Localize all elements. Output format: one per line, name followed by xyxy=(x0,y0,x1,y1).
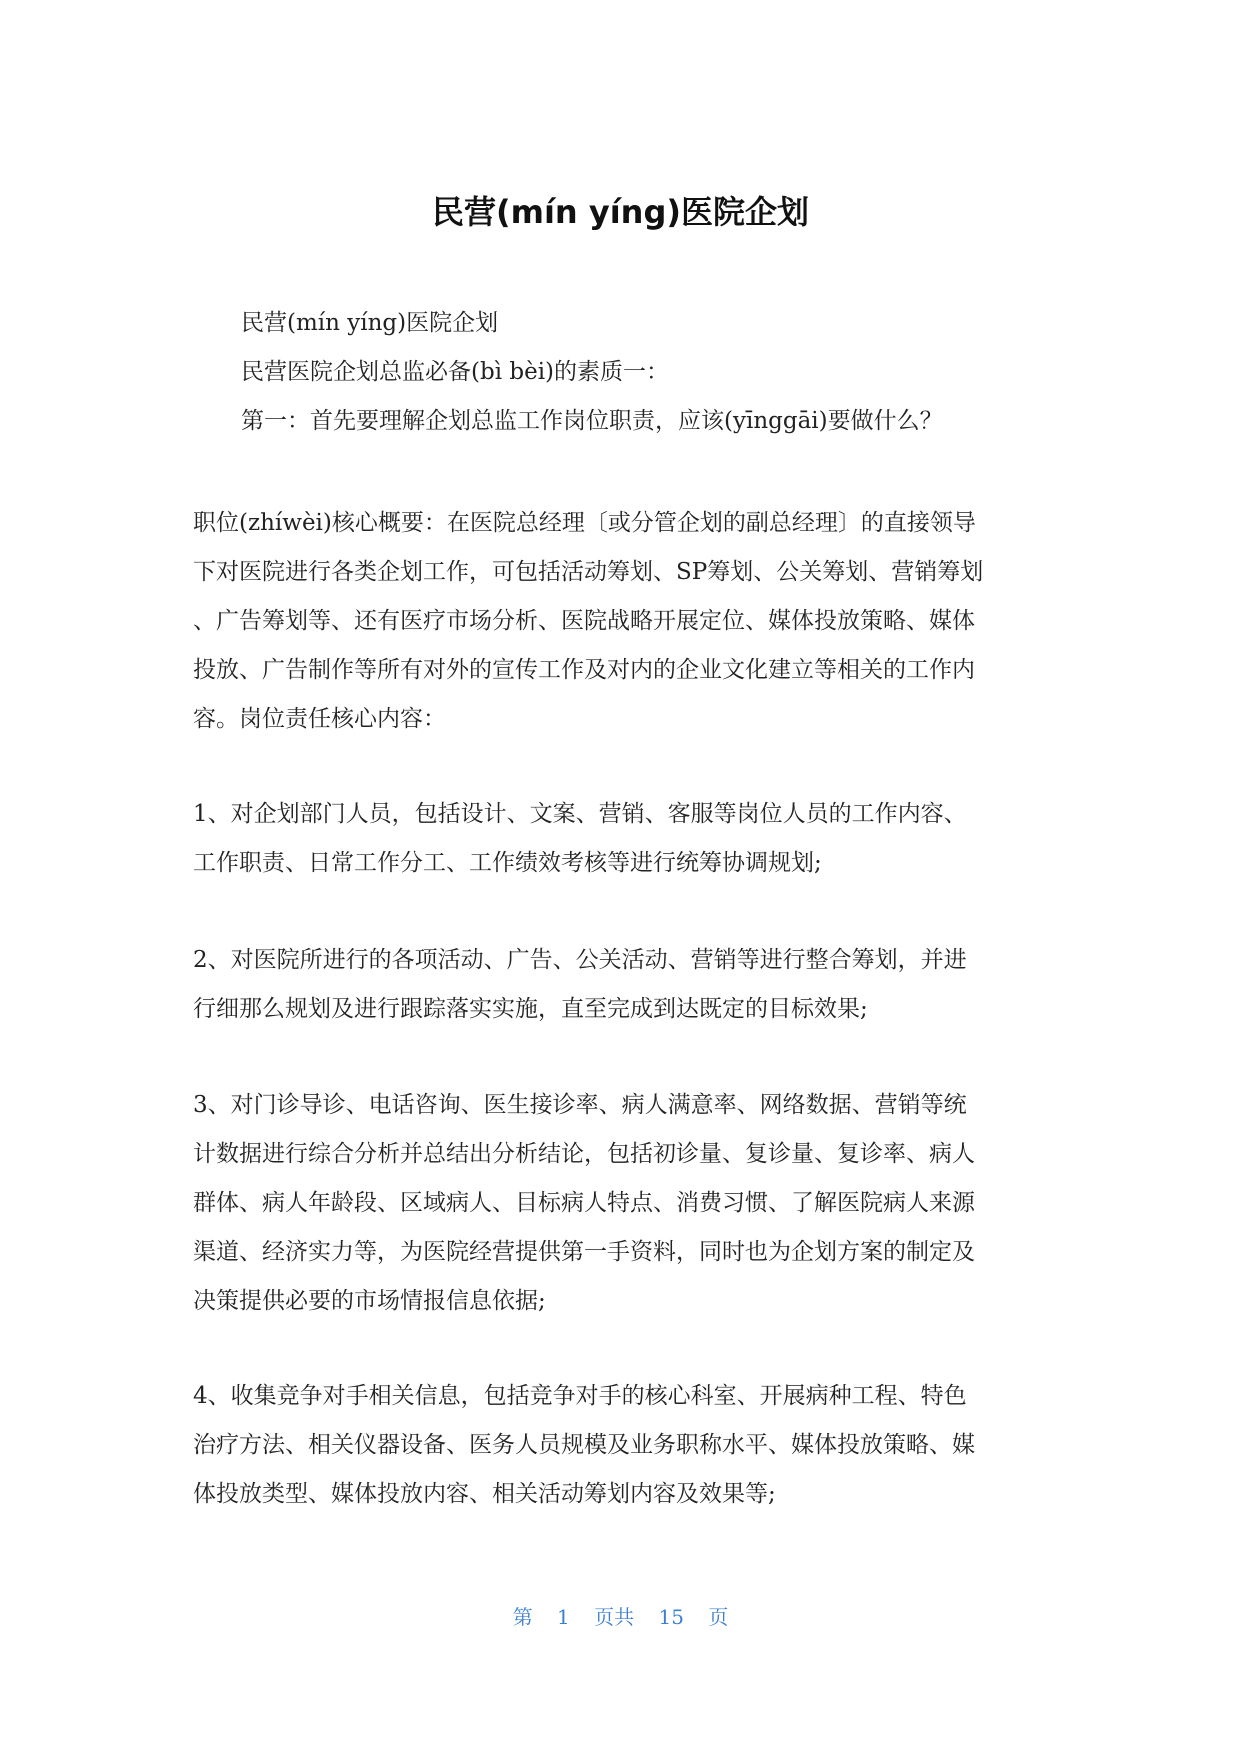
paragraph-line: 治疗方法、相关仪器设备、医务人员规模及业务职称水平、媒体投放策略、媒 xyxy=(193,1432,975,1458)
total-page-count: 15 xyxy=(658,1605,684,1629)
intro-line: 民营医院企划总监必备(bì bèi)的素质一： xyxy=(241,359,670,385)
paragraph-line: 渠道、经济实力等，为医院经营提供第一手资料，同时也为企划方案的制定及 xyxy=(193,1239,975,1265)
paragraph-line: 2、对医院所进行的各项活动、广告、公关活动、营销等进行整合筹划，并进 xyxy=(193,947,967,973)
paragraph-line: 职位(zhíwèi)核心概要：在医院总经理〔或分管企划的副总经理〕的直接领导 xyxy=(193,510,976,536)
paragraph-line: 4、收集竞争对手相关信息，包括竞争对手的核心科室、开展病种工程、特色 xyxy=(193,1383,967,1409)
paragraph-line: 体投放类型、媒体投放内容、相关活动筹划内容及效果等; xyxy=(193,1481,776,1507)
paragraph-line: 行细那么规划及进行跟踪落实实施，直至完成到达既定的目标效果; xyxy=(193,996,868,1022)
intro-line: 民营(mín yíng)医院企划 xyxy=(241,310,499,336)
responsibility-item-3 xyxy=(193,1081,1048,1326)
paragraph-line: 投放、广告制作等所有对外的宣传工作及对内的企业文化建立等相关的工作内 xyxy=(193,657,975,683)
responsibility-item-1 xyxy=(193,790,1048,888)
paragraph-line: 1、对企划部门人员，包括设计、文案、营销、客服等岗位人员的工作内容、 xyxy=(193,801,967,827)
current-page-number: 1 xyxy=(557,1605,570,1629)
paragraph-line: 容。岗位责任核心内容： xyxy=(193,706,446,732)
paragraph-line: 、广告筹划等、还有医疗市场分析、医院战略开展定位、媒体投放策略、媒体 xyxy=(193,608,975,634)
paragraph-line: 3、对门诊导诊、电话咨询、医生接诊率、病人满意率、网络数据、营销等统 xyxy=(193,1092,967,1118)
intro-block xyxy=(241,299,1061,446)
responsibility-item-4 xyxy=(193,1372,1048,1519)
paragraph-line: 计数据进行综合分析并总结出分析结论，包括初诊量、复诊量、复诊率、病人 xyxy=(193,1141,975,1167)
intro-line: 第一：首先要理解企划总监工作岗位职责，应该(yīnggāi)要做什么？ xyxy=(241,408,943,434)
page-label-mid: 页共 xyxy=(594,1605,635,1629)
paragraph-line: 下对医院进行各类企划工作，可包括活动筹划、SP筹划、公关筹划、营销筹划 xyxy=(193,559,984,585)
paragraph-line: 决策提供必要的市场情报信息依据; xyxy=(193,1288,546,1314)
overview-paragraph xyxy=(193,499,1048,744)
document-title: 民营(mín yíng)医院企划 xyxy=(431,193,809,231)
responsibility-item-2 xyxy=(193,936,1048,1034)
page-footer xyxy=(0,1602,1241,1632)
page-label-prefix: 第 xyxy=(512,1605,533,1629)
page-label-suffix: 页 xyxy=(708,1605,729,1629)
paragraph-line: 工作职责、日常工作分工、工作绩效考核等进行统筹协调规划; xyxy=(193,850,822,876)
paragraph-line: 群体、病人年龄段、区域病人、目标病人特点、消费习惯、了解医院病人来源 xyxy=(193,1190,975,1216)
